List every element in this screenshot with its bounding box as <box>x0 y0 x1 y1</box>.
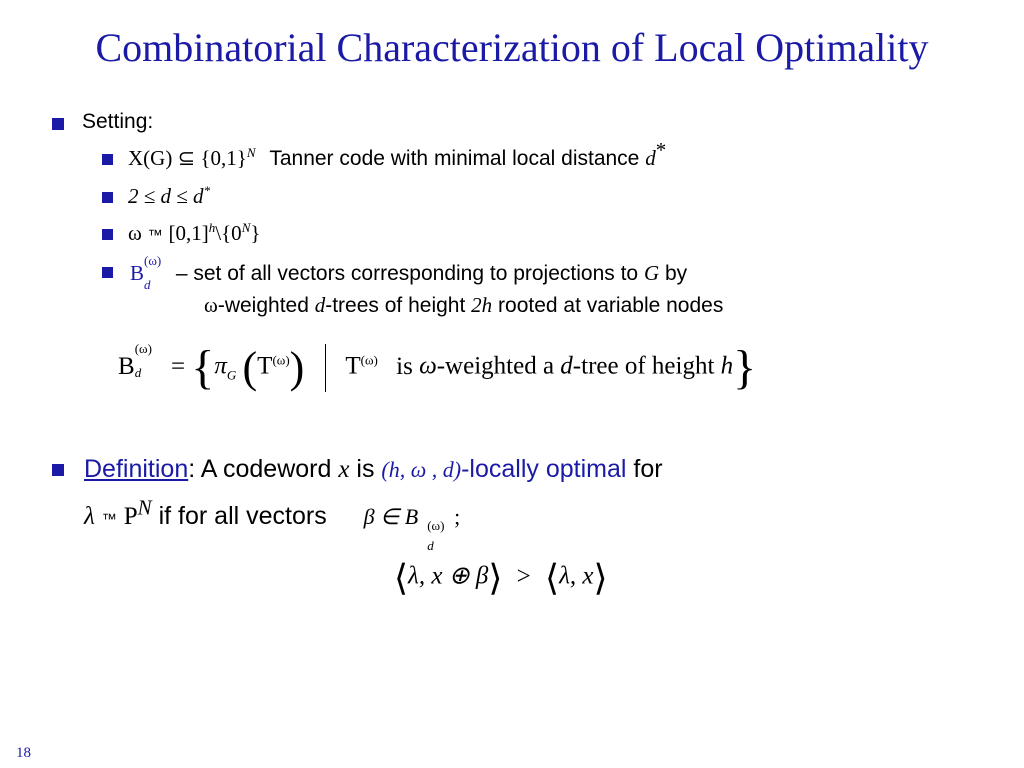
setting-item-projection-set: B (ω) d – set of all vectors corresponding to projections to G by <box>130 253 688 292</box>
bullet <box>102 229 113 240</box>
bullet <box>102 154 113 165</box>
setting-item-d-range: 2 ≤ d ≤ d* <box>128 183 211 208</box>
page-title: Combinatorial Characterization of Local Optimality <box>95 25 929 70</box>
definition-line: Definition: A codeword x is (h, ω , d)-locally optimal for <box>84 455 663 483</box>
page-number: 18 <box>16 745 31 761</box>
projection-set-formula: B (ω) d = {$\pi_G$ $(T^{(\omega)})$ $T^{(\omega)}$ is ω-weighted a d-tree of height h} <box>118 340 757 394</box>
bullet <box>52 118 64 130</box>
bullet <box>52 464 64 476</box>
definition-line-2: λ ™ $P^N$ if for all vectors β ∈ B (ω) d ; <box>84 495 461 553</box>
code-definition-math: X(G) ⊆ $\{0,1\}^N$ <box>128 145 256 170</box>
setting-label: Setting: <box>82 110 154 133</box>
such-that-bar <box>325 344 326 392</box>
bullet <box>102 267 113 278</box>
setting-item-tanner-code: X(G) ⊆ $\{0,1\}^N$ Tanner code with minimal local distance d* <box>128 138 667 170</box>
setting-item-projection-set-cont: ω-weighted d-trees of height 2h rooted at variable nodes <box>204 293 724 317</box>
local-optimality-inequality: ⟨λ, x ⊕ β⟩ > ⟨λ, x⟩ <box>394 558 608 598</box>
bullet <box>102 192 113 203</box>
definition-link[interactable]: Definition <box>84 455 189 483</box>
setting-item-omega: ω ™ $[0,1]^h\backslash\{0^N\}$ <box>128 220 261 245</box>
